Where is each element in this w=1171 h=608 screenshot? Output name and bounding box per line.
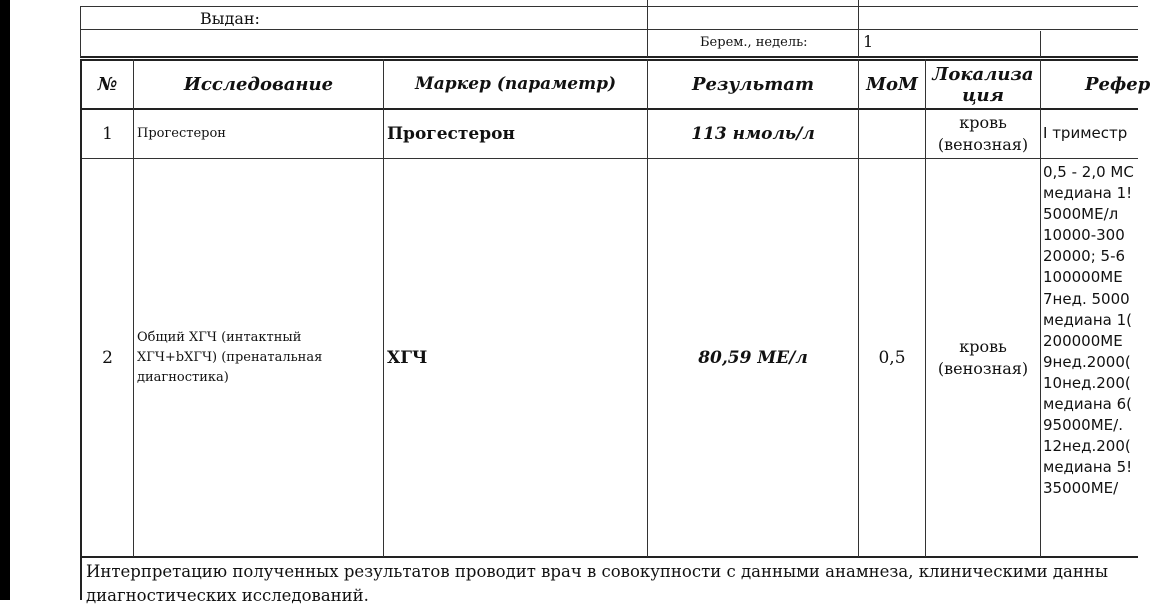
- col-header-result: Результат: [691, 74, 815, 95]
- ref-line: 12нед.200(: [1043, 437, 1131, 456]
- ref-line: медиана 1!: [1043, 184, 1133, 203]
- top-border: [80, 6, 1138, 7]
- header-block-bottom: [80, 56, 1138, 58]
- ref-line: 7нед. 5000: [1043, 289, 1130, 308]
- ref-line: 9нед.2000(: [1043, 352, 1131, 371]
- table-bottom-border: [80, 556, 1138, 558]
- interpretation-note: [80, 560, 1138, 605]
- ref-line: 35000МЕ/: [1043, 479, 1119, 498]
- row2-location: [926, 160, 1040, 556]
- ref-line: 100000МЕ: [1043, 268, 1123, 287]
- ref-line: 0,5 - 2,0 МС: [1043, 163, 1134, 181]
- row2-location-line1: кровь: [959, 337, 1007, 356]
- ref-line: 95000МЕ/.: [1043, 416, 1123, 435]
- row1-location: [926, 112, 1040, 158]
- ref-line: медиана 6(: [1043, 395, 1133, 414]
- lab-report-document: [80, 0, 1151, 605]
- left-black-strip: [0, 0, 10, 600]
- pregnancy-weeks-label: Берем., недель:: [700, 35, 808, 50]
- header-divider-2: [858, 0, 859, 57]
- col-header-marker: Маркер (параметр): [414, 74, 617, 94]
- row1-study: Прогестерон: [137, 126, 226, 141]
- row1-mom: [859, 110, 925, 158]
- ref-line: 20000; 5-6: [1043, 247, 1126, 266]
- ref-line: медиана 5!: [1043, 458, 1133, 477]
- row1-result: 113 нмоль/л: [691, 124, 815, 144]
- interpretation-note-line2: диагностических исследований.: [86, 586, 369, 605]
- row2-marker: ХГЧ: [387, 348, 428, 368]
- ref-line: 5000МЕ/л: [1043, 205, 1119, 224]
- ref-line: медиана 1(: [1043, 310, 1133, 329]
- col-header-num: №: [97, 74, 118, 95]
- row2-result: 80,59 МЕ/л: [698, 348, 808, 368]
- ref-line: 10нед.200(: [1043, 373, 1131, 392]
- row2-mom: 0,5: [878, 348, 906, 368]
- row1-num: 1: [102, 124, 113, 144]
- pregnancy-weeks-value: 1: [863, 32, 874, 51]
- ref-line: 200000МЕ: [1043, 331, 1123, 350]
- row1-bottom: [80, 158, 1138, 159]
- col-divider-num: [133, 59, 134, 557]
- row2-num: 2: [102, 348, 113, 368]
- row1-marker: Прогестерон: [387, 124, 515, 144]
- col-header-reference: Рефер: [1085, 74, 1151, 95]
- row1-reference: I триместр: [1043, 124, 1128, 143]
- header-divider-1: [647, 0, 648, 57]
- col-header-study: Исследование: [183, 74, 334, 95]
- row2-study: Общий ХГЧ (интактный ХГЧ+bХГЧ) (пренатальная диагностика): [137, 330, 323, 385]
- row1-location-line1: кровь: [959, 113, 1007, 132]
- header-left-border: [80, 6, 81, 57]
- header-divider-3: [1040, 31, 1041, 57]
- row2-reference: [1041, 162, 1141, 556]
- col-header-location: Локализа ция: [932, 63, 1034, 106]
- interpretation-note-line1: Интерпретацию полученных результатов проводит врач в совокупности с данными анамнеза, клиническими данны: [86, 562, 1108, 581]
- ref-line: 10000-300: [1043, 226, 1125, 245]
- row2-location-line2: (венозная): [937, 359, 1029, 378]
- row1-location-line2: (венозная): [937, 135, 1029, 154]
- col-divider-study: [383, 59, 384, 557]
- col-header-mom: МоМ: [866, 74, 918, 95]
- issued-label: Выдан:: [200, 9, 260, 28]
